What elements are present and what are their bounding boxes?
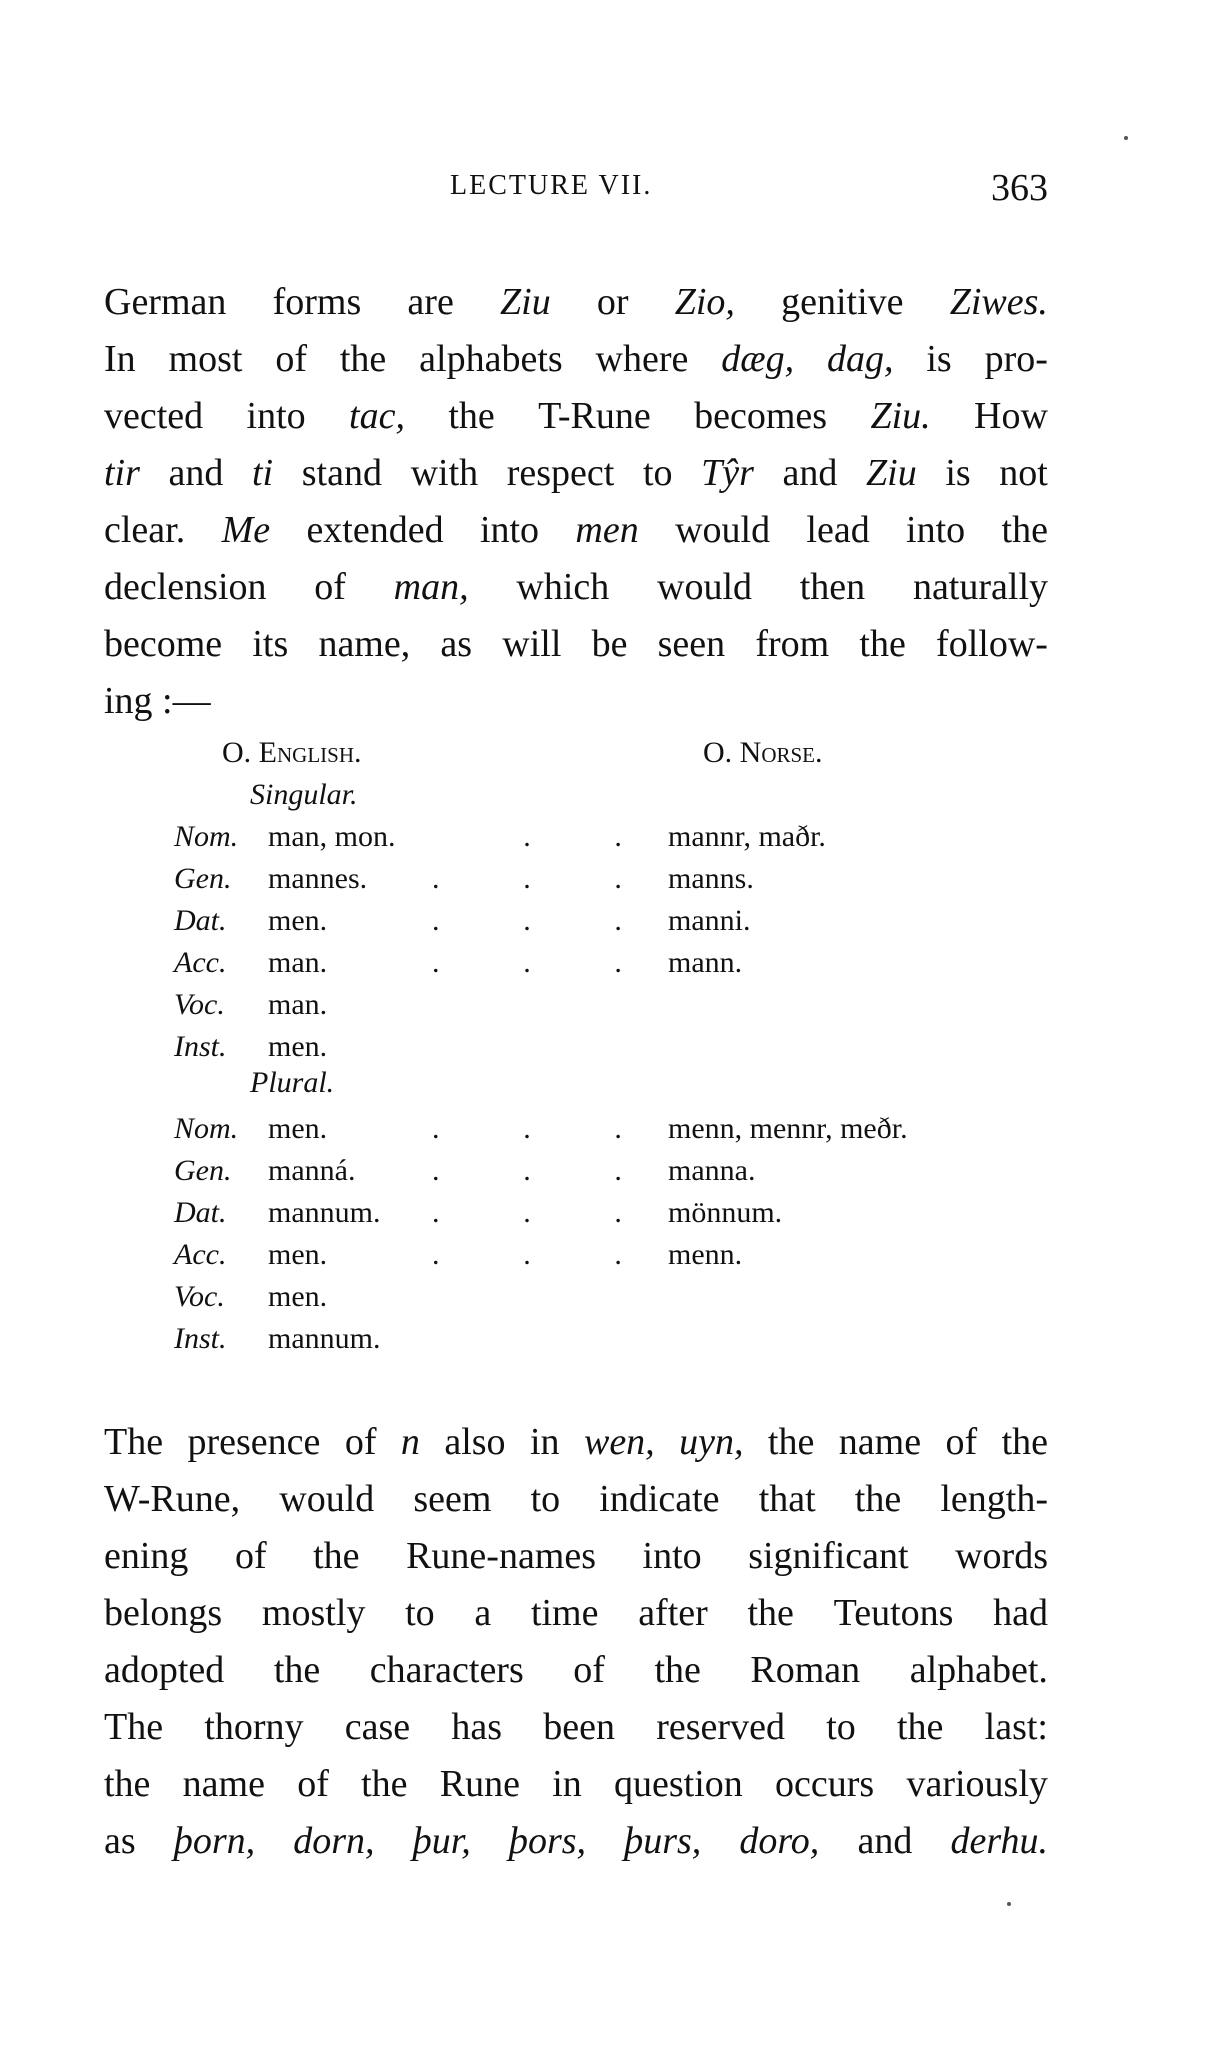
old-english-form: mannum. (268, 1196, 381, 1229)
word: and (782, 452, 838, 494)
number-label: Singular. (250, 778, 358, 811)
case-label: Nom. (174, 1112, 239, 1145)
word: in (529, 1421, 560, 1463)
text-line (104, 1591, 1048, 1635)
dot-leader: . (432, 1154, 440, 1187)
text-line (104, 1819, 1048, 1863)
column-header-old-english: O. English. (222, 736, 362, 769)
dot-leader: . (432, 862, 440, 895)
word: or (596, 281, 629, 323)
word: indicate (599, 1478, 720, 1520)
word: the (1001, 1421, 1048, 1463)
old-norse-form: manna. (668, 1154, 756, 1187)
scan-speck (1124, 136, 1128, 140)
word: then (799, 566, 866, 608)
word: derhu. (950, 1820, 1048, 1862)
word: become (104, 623, 223, 665)
word: where (595, 338, 689, 380)
word: The (104, 1706, 164, 1748)
word: uyn, (679, 1421, 744, 1463)
word: a (474, 1592, 492, 1634)
word: reserved (656, 1706, 785, 1748)
word: seem (413, 1478, 492, 1520)
word: alphabets (419, 338, 563, 380)
word: ti (252, 452, 274, 494)
word: with (410, 452, 479, 494)
word: þur, (412, 1820, 471, 1862)
dot-leader: . (432, 946, 440, 979)
word: significant (748, 1535, 909, 1577)
word: most (168, 338, 243, 380)
case-label: Gen. (174, 862, 232, 895)
dot-leader: . (614, 820, 622, 853)
word: follow- (936, 623, 1048, 665)
word: would (657, 566, 752, 608)
word: men (575, 509, 639, 551)
word: stand (301, 452, 382, 494)
text-line (104, 337, 1048, 381)
dot-leader: . (432, 1238, 440, 1271)
old-english-form: manná. (268, 1154, 356, 1187)
old-norse-form: manns. (668, 862, 754, 895)
word: name, (318, 623, 411, 665)
word: dag, (827, 338, 894, 380)
word: variously (906, 1763, 1048, 1805)
word: dorn, (293, 1820, 375, 1862)
word: from (755, 623, 830, 665)
word: tir (104, 452, 140, 494)
word: wen, (583, 1421, 655, 1463)
page-number: 363 (991, 167, 1048, 209)
old-english-form: man, mon. (268, 820, 396, 853)
word: lead (806, 509, 870, 551)
word: in (552, 1763, 582, 1805)
word: the (273, 1649, 321, 1691)
word: Ziu (866, 452, 917, 494)
word: will (502, 623, 562, 665)
old-english-form: mannum. (268, 1322, 381, 1355)
word: thorny (204, 1706, 304, 1748)
old-english-form: men. (268, 1112, 328, 1145)
text-line (104, 1762, 1048, 1806)
text-line (104, 1705, 1048, 1749)
word: dæg, (721, 338, 795, 380)
word: of (275, 338, 307, 380)
word: vected (104, 395, 204, 437)
word: of (234, 1535, 267, 1577)
case-label: Voc. (174, 1280, 225, 1313)
text-line (104, 394, 1048, 438)
dot-leader: . (614, 1112, 622, 1145)
word: In (104, 338, 136, 380)
dot-leader: . (523, 904, 531, 937)
word: the (448, 395, 495, 437)
word: its (252, 623, 289, 665)
word: been (543, 1706, 616, 1748)
word: not (999, 452, 1048, 494)
word: is (945, 452, 971, 494)
word: the (361, 1763, 408, 1805)
word: after (638, 1592, 708, 1634)
word: the (654, 1649, 701, 1691)
word: ing :— (104, 680, 211, 722)
word: clear. (104, 509, 186, 551)
word: question (614, 1763, 743, 1805)
word: the (1001, 509, 1048, 551)
word: the (747, 1592, 794, 1634)
word: seen (657, 623, 726, 665)
case-label: Gen. (174, 1154, 232, 1187)
word: becomes (694, 395, 828, 437)
dot-leader: . (432, 904, 440, 937)
word: of (344, 1421, 377, 1463)
word: name (182, 1763, 265, 1805)
word: tac, (349, 395, 405, 437)
old-english-form: mannes. (268, 862, 368, 895)
text-line (104, 508, 1048, 552)
word: case (344, 1706, 411, 1748)
word: into (642, 1535, 702, 1577)
word: ening (104, 1535, 189, 1577)
word: had (993, 1592, 1048, 1634)
word: last: (984, 1706, 1048, 1748)
word: which (516, 566, 610, 608)
text-line (104, 1420, 1048, 1464)
word: Ziu. (870, 395, 931, 437)
word: to (642, 452, 673, 494)
word: the (854, 1478, 902, 1520)
word: pro- (984, 338, 1048, 380)
column-header-old-norse: O. Norse. (703, 736, 823, 769)
dot-leader: . (614, 1154, 622, 1187)
old-english-form: men. (268, 904, 328, 937)
word: presence (187, 1421, 321, 1463)
word: the (767, 1421, 815, 1463)
word: of (297, 1763, 329, 1805)
word: Rune-names (406, 1535, 597, 1577)
word: Roman (750, 1649, 861, 1691)
case-label: Dat. (174, 1196, 227, 1229)
case-label: Inst. (174, 1322, 227, 1355)
dot-leader: . (614, 1196, 622, 1229)
old-english-form: man. (268, 988, 328, 1021)
dot-leader: . (614, 946, 622, 979)
case-label: Nom. (174, 820, 239, 853)
old-english-form: men. (268, 1030, 328, 1063)
dot-leader: . (523, 1196, 531, 1229)
word: naturally (912, 566, 1048, 608)
word: Zio, (674, 281, 735, 323)
old-norse-form: menn, mennr, meðr. (668, 1112, 908, 1145)
number-label: Plural. (250, 1066, 335, 1099)
dot-leader: . (614, 904, 622, 937)
case-label: Voc. (174, 988, 225, 1021)
text-line (104, 1534, 1048, 1578)
dot-leader: . (432, 1112, 440, 1145)
word: is (926, 338, 952, 380)
old-english-form: man. (268, 946, 328, 979)
text-line (104, 679, 1048, 723)
dot-leader: . (523, 1112, 531, 1145)
word: length- (940, 1478, 1048, 1520)
case-label: Dat. (174, 904, 227, 937)
dot-leader: . (614, 862, 622, 895)
word: T-Rune (538, 395, 651, 437)
text-line (104, 565, 1048, 609)
word: Me (221, 509, 271, 551)
old-english-form: men. (268, 1280, 328, 1313)
word: of (945, 1421, 978, 1463)
word: doro, (739, 1820, 820, 1862)
word: to (826, 1706, 856, 1748)
word: time (530, 1592, 599, 1634)
word: þurs, (624, 1820, 702, 1862)
word: into (479, 509, 540, 551)
word: occurs (775, 1763, 875, 1805)
word: of (573, 1649, 605, 1691)
word: adopted (104, 1649, 225, 1691)
text-line (104, 622, 1048, 666)
case-label: Acc. (174, 1238, 227, 1271)
word: mostly (261, 1592, 366, 1634)
case-label: Inst. (174, 1030, 227, 1063)
word: has (451, 1706, 503, 1748)
word: to (405, 1592, 435, 1634)
word: characters (369, 1649, 524, 1691)
word: alphabet. (909, 1649, 1048, 1691)
word: into (246, 395, 306, 437)
word: forms (272, 281, 362, 323)
word: extended (306, 509, 444, 551)
old-norse-form: manni. (668, 904, 751, 937)
dot-leader: . (523, 862, 531, 895)
dot-leader: . (523, 946, 531, 979)
scan-speck (1007, 1902, 1011, 1906)
word: also (444, 1421, 506, 1463)
word: words (955, 1535, 1048, 1577)
old-norse-form: mönnum. (668, 1196, 783, 1229)
dot-leader: . (432, 1196, 440, 1229)
word: the (339, 338, 387, 380)
word: W-Rune, (104, 1478, 241, 1520)
word: Ziu (500, 281, 551, 323)
word: the (104, 1763, 151, 1805)
old-norse-form: mann. (668, 946, 743, 979)
word: that (758, 1478, 816, 1520)
word: are (407, 281, 454, 323)
old-norse-form: mannr, maðr. (668, 820, 826, 853)
dot-leader: . (523, 1154, 531, 1187)
word: name (838, 1421, 922, 1463)
word: Tŷr (701, 452, 754, 494)
word: Rune (439, 1763, 520, 1805)
word: would (675, 509, 771, 551)
word: the (896, 1706, 944, 1748)
word: and (168, 452, 224, 494)
text-line (104, 280, 1048, 324)
dot-leader: . (523, 820, 531, 853)
word: be (591, 623, 628, 665)
word: German (104, 281, 227, 323)
old-english-form: men. (268, 1238, 328, 1271)
word: n (400, 1421, 420, 1463)
case-label: Acc. (174, 946, 227, 979)
text-line (104, 451, 1048, 495)
word: of (314, 566, 346, 608)
text-line (104, 1648, 1048, 1692)
text-line (104, 1477, 1048, 1521)
word: The (104, 1421, 164, 1463)
word: þorn, (173, 1820, 256, 1862)
word: into (906, 509, 966, 551)
word: and (857, 1820, 913, 1862)
word: Ziwes. (949, 281, 1048, 323)
word: þors, (508, 1820, 587, 1862)
dot-leader: . (614, 1238, 622, 1271)
word: How (974, 395, 1048, 437)
word: Teutons (833, 1592, 954, 1634)
word: to (530, 1478, 561, 1520)
word: would (279, 1478, 375, 1520)
dot-leader: . (523, 1238, 531, 1271)
word: as (440, 623, 473, 665)
old-norse-form: menn. (668, 1238, 743, 1271)
word: the (313, 1535, 360, 1577)
word: as (104, 1820, 136, 1862)
word: respect (506, 452, 615, 494)
word: man, (393, 566, 469, 608)
running-title: LECTURE VII. (450, 170, 653, 201)
word: the (859, 623, 906, 665)
word: declension (104, 566, 267, 608)
word: belongs (104, 1592, 223, 1634)
word: genitive (781, 281, 904, 323)
